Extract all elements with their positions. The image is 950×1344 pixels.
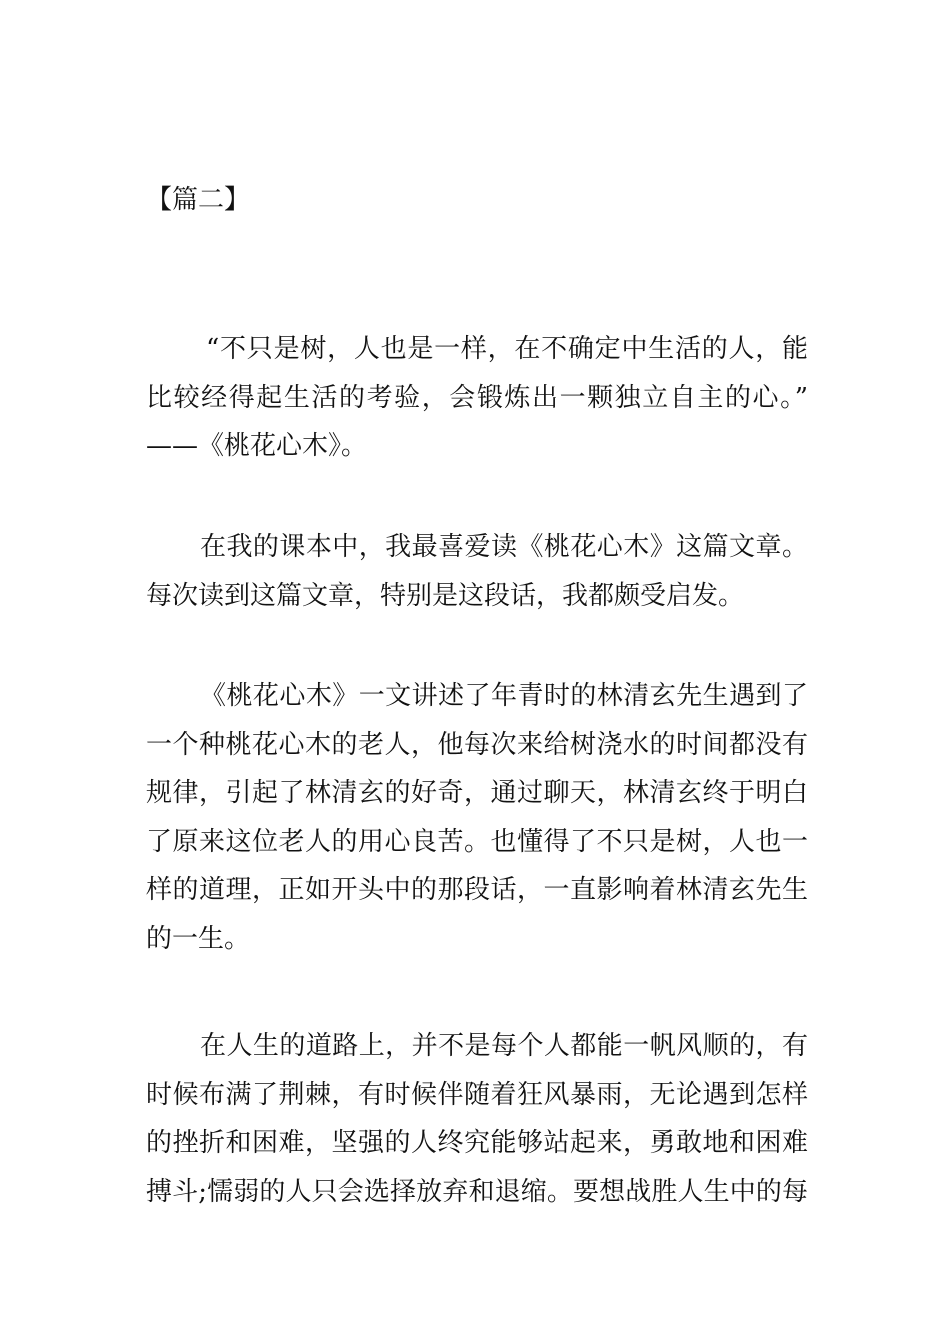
paragraph-reflection [146,1022,808,1216]
paragraph-line: 搏斗;懦弱的人只会选择放弃和退缩。要想战胜人生中的每 [146,1176,808,1207]
paragraph-line: 了原来这位老人的用心良苦。也懂得了不只是树，人也一 [146,826,808,857]
paragraph-quote [146,325,808,471]
section-heading: 【篇二】 [146,185,251,215]
paragraph-line: ——《桃花心木》。 [146,431,368,462]
paragraph-line: 样的道理，正如开头中的那段话，一直影响着林清玄先生 [146,875,808,906]
paragraph-summary [146,672,808,964]
paragraph-line: 规律，引起了林清玄的好奇，通过聊天，林清玄终于明白 [146,778,808,809]
paragraph-line: 《桃花心木》一文讲述了年青时的林清玄先生遇到了 [200,681,808,711]
paragraph-line: 每次读到这篇文章，特别是这段话，我都颇受启发。 [146,580,745,611]
paragraph-line: 的一生。 [146,923,251,954]
paragraph-line: 在人生的道路上，并不是每个人都能一帆风顺的，有 [200,1031,808,1061]
paragraph-intro [146,523,808,620]
paragraph-line: 比较经得起生活的考验，会锻炼出一颗独立自主的心。” [146,382,808,413]
paragraph-line: 的挫折和困难，坚强的人终究能够站起来，勇敢地和困难 [146,1128,808,1159]
paragraph-line: 一个种桃花心木的老人，他每次来给树浇水的时间都没有 [146,729,808,760]
paragraph-line: “不只是树，人也是一样，在不确定中生活的人，能 [206,334,808,364]
paragraph-line: 在我的课本中，我最喜爱读《桃花心木》这篇文章。 [200,532,808,562]
paragraph-line: 时候布满了荆棘，有时候伴随着狂风暴雨，无论遇到怎样 [146,1079,808,1110]
